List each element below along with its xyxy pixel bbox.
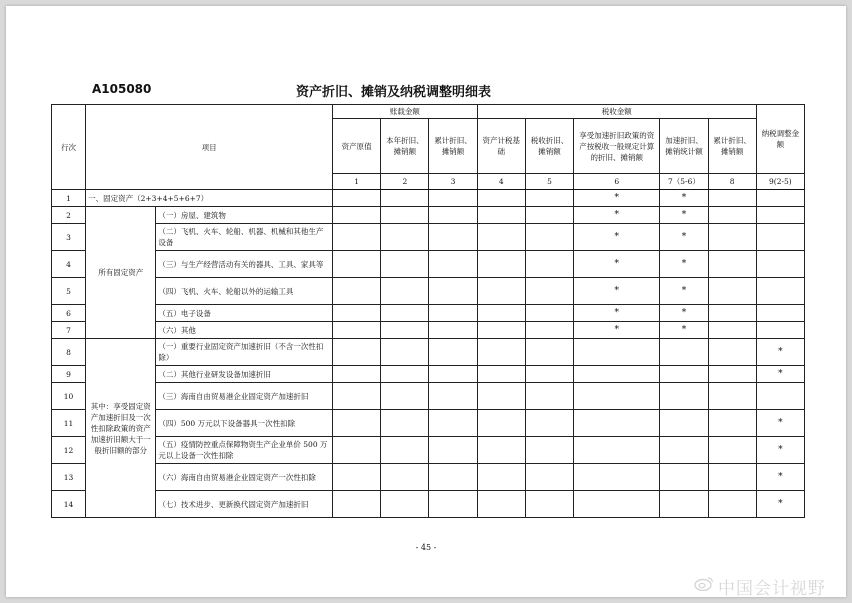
col-number: 3	[429, 174, 477, 190]
value-cell	[525, 251, 573, 278]
value-cell	[525, 207, 573, 224]
row-number: 12	[52, 437, 86, 464]
header-col-5: 税收折旧、摊销额	[525, 119, 573, 174]
value-cell	[708, 207, 756, 224]
value-cell: *	[756, 437, 804, 464]
row-label: （五）电子设备	[156, 305, 333, 322]
value-cell	[429, 339, 477, 366]
row-label: （五）疫情防控重点保障物资生产企业单价 500 万元以上设备一次性扣除	[156, 437, 333, 464]
value-cell	[429, 305, 477, 322]
value-cell	[477, 383, 525, 410]
row-number: 10	[52, 383, 86, 410]
value-cell	[429, 190, 477, 207]
row-label: （一）重要行业固定资产加速折旧（不含一次性扣除）	[156, 339, 333, 366]
value-cell	[477, 224, 525, 251]
value-cell	[756, 190, 804, 207]
table-row	[52, 190, 805, 207]
col-number: 2	[381, 174, 429, 190]
value-cell	[660, 366, 708, 383]
value-cell	[333, 190, 381, 207]
header-col-4: 资产计税基础	[477, 119, 525, 174]
value-cell	[429, 278, 477, 305]
value-cell: *	[574, 207, 660, 224]
value-cell	[381, 464, 429, 491]
value-cell: *	[574, 190, 660, 207]
header-adjust: 纳税调整金额	[756, 105, 804, 174]
table-row	[52, 383, 805, 410]
value-cell: *	[574, 305, 660, 322]
row-number: 6	[52, 305, 86, 322]
value-cell	[708, 251, 756, 278]
value-cell	[333, 366, 381, 383]
form-title: 资产折旧、摊销及纳税调整明细表	[296, 85, 492, 100]
value-cell	[333, 305, 381, 322]
value-cell	[381, 305, 429, 322]
value-cell	[477, 366, 525, 383]
table-row	[52, 464, 805, 491]
value-cell	[756, 207, 804, 224]
value-cell	[477, 207, 525, 224]
col-number: 7（5-6）	[660, 174, 708, 190]
value-cell	[477, 464, 525, 491]
value-cell: *	[574, 251, 660, 278]
value-cell: *	[756, 464, 804, 491]
value-cell: *	[756, 366, 804, 383]
table-row	[52, 491, 805, 518]
row-label: （六）海南自由贸易港企业固定资产一次性扣除	[156, 464, 333, 491]
group-label-all-fixed: 所有固定资产	[86, 207, 156, 339]
value-cell	[477, 305, 525, 322]
value-cell	[429, 410, 477, 437]
value-cell	[525, 305, 573, 322]
row-label: （四）500 万元以下设备器具一次性扣除	[156, 410, 333, 437]
value-cell	[756, 224, 804, 251]
value-cell	[574, 339, 660, 366]
row-label: （二）飞机、火车、轮船、机器、机械和其他生产设备	[156, 224, 333, 251]
row-label: （三）与生产经营活动有关的器具、工具、家具等	[156, 251, 333, 278]
value-cell	[525, 339, 573, 366]
value-cell	[660, 437, 708, 464]
value-cell	[708, 410, 756, 437]
value-cell	[708, 305, 756, 322]
value-cell	[660, 383, 708, 410]
value-cell: *	[660, 190, 708, 207]
row-number: 8	[52, 339, 86, 366]
col-number: 9(2-5)	[756, 174, 804, 190]
row-number: 7	[52, 322, 86, 339]
weibo-logo-icon	[694, 576, 714, 591]
group-label-accelerated: 其中：享受固定资产加速折旧及一次性扣除政策的资产加速折旧额大于一般折旧额的部分	[86, 339, 156, 518]
value-cell	[477, 410, 525, 437]
header-item: 项目	[86, 105, 333, 190]
value-cell	[574, 383, 660, 410]
document-page	[6, 6, 846, 597]
value-cell	[525, 322, 573, 339]
value-cell	[333, 491, 381, 518]
row-number: 14	[52, 491, 86, 518]
value-cell	[574, 366, 660, 383]
value-cell: *	[660, 251, 708, 278]
value-cell: *	[660, 207, 708, 224]
value-cell	[381, 491, 429, 518]
depreciation-table	[51, 104, 805, 518]
row-number: 3	[52, 224, 86, 251]
value-cell: *	[756, 410, 804, 437]
value-cell	[525, 366, 573, 383]
table-row	[52, 322, 805, 339]
value-cell: *	[756, 339, 804, 366]
value-cell	[708, 322, 756, 339]
value-cell	[333, 464, 381, 491]
value-cell: *	[660, 224, 708, 251]
value-cell	[429, 383, 477, 410]
page-number: - 45 -	[415, 543, 437, 552]
row-number: 13	[52, 464, 86, 491]
value-cell	[660, 339, 708, 366]
value-cell	[756, 305, 804, 322]
col-number: 4	[477, 174, 525, 190]
header-col-2: 本年折旧、摊销额	[381, 119, 429, 174]
col-number: 1	[333, 174, 381, 190]
value-cell	[477, 437, 525, 464]
value-cell	[429, 322, 477, 339]
value-cell	[381, 366, 429, 383]
value-cell	[429, 491, 477, 518]
value-cell	[477, 190, 525, 207]
value-cell	[381, 190, 429, 207]
form-code: A105080	[92, 82, 152, 96]
value-cell	[708, 190, 756, 207]
value-cell	[381, 251, 429, 278]
value-cell	[525, 464, 573, 491]
value-cell	[525, 383, 573, 410]
header-col-1: 资产原值	[333, 119, 381, 174]
header-col-7: 加速折旧、摊销统计额	[660, 119, 708, 174]
table-row	[52, 437, 805, 464]
value-cell	[708, 383, 756, 410]
value-cell	[381, 410, 429, 437]
value-cell	[381, 224, 429, 251]
row-number: 11	[52, 410, 86, 437]
value-cell	[333, 437, 381, 464]
table-row	[52, 410, 805, 437]
value-cell	[574, 437, 660, 464]
value-cell	[333, 339, 381, 366]
value-cell	[477, 251, 525, 278]
value-cell	[333, 383, 381, 410]
value-cell	[333, 224, 381, 251]
value-cell	[660, 410, 708, 437]
value-cell	[708, 491, 756, 518]
value-cell	[333, 322, 381, 339]
value-cell	[756, 251, 804, 278]
value-cell	[333, 278, 381, 305]
value-cell	[429, 366, 477, 383]
value-cell	[333, 207, 381, 224]
value-cell	[477, 322, 525, 339]
value-cell	[477, 339, 525, 366]
value-cell	[708, 464, 756, 491]
value-cell	[429, 251, 477, 278]
value-cell	[525, 410, 573, 437]
value-cell: *	[660, 305, 708, 322]
value-cell	[525, 437, 573, 464]
header-col-3: 累计折旧、摊销额	[429, 119, 477, 174]
row-label: （四）飞机、火车、轮船以外的运输工具	[156, 278, 333, 305]
header-row-no: 行次	[52, 105, 86, 190]
watermark-text: 中国会计视野	[718, 579, 826, 599]
value-cell	[574, 410, 660, 437]
value-cell: *	[660, 278, 708, 305]
value-cell: *	[660, 322, 708, 339]
value-cell	[756, 383, 804, 410]
value-cell	[381, 278, 429, 305]
value-cell	[333, 410, 381, 437]
value-cell	[756, 322, 804, 339]
header-book-group: 账载金额	[333, 105, 478, 119]
value-cell	[429, 464, 477, 491]
value-cell	[525, 190, 573, 207]
value-cell	[660, 464, 708, 491]
row-label: （三）海南自由贸易港企业固定资产加速折旧	[156, 383, 333, 410]
value-cell	[333, 251, 381, 278]
value-cell	[660, 491, 708, 518]
value-cell	[429, 224, 477, 251]
value-cell: *	[574, 224, 660, 251]
value-cell	[381, 437, 429, 464]
value-cell	[708, 278, 756, 305]
value-cell	[477, 278, 525, 305]
row-label: （一）房屋、建筑物	[156, 207, 333, 224]
header-col-6: 享受加速折旧政策的资产按税收一般规定计算的折旧、摊销额	[574, 119, 660, 174]
row-number: 4	[52, 251, 86, 278]
header-tax-group: 税收金额	[477, 105, 756, 119]
value-cell	[381, 207, 429, 224]
row-number: 9	[52, 366, 86, 383]
value-cell	[381, 383, 429, 410]
table-row	[52, 339, 805, 366]
table-row	[52, 224, 805, 251]
col-number: 8	[708, 174, 756, 190]
value-cell	[525, 224, 573, 251]
value-cell: *	[574, 278, 660, 305]
value-cell	[525, 491, 573, 518]
value-cell	[429, 207, 477, 224]
header-col-8: 累计折旧、摊销额	[708, 119, 756, 174]
value-cell	[708, 224, 756, 251]
value-cell	[708, 437, 756, 464]
value-cell	[708, 339, 756, 366]
col-number: 6	[574, 174, 660, 190]
table-row	[52, 305, 805, 322]
value-cell: *	[574, 322, 660, 339]
value-cell	[574, 491, 660, 518]
value-cell	[756, 278, 804, 305]
row-number: 2	[52, 207, 86, 224]
table-row	[52, 278, 805, 305]
value-cell	[525, 278, 573, 305]
value-cell	[574, 464, 660, 491]
row-label: （七）技术进步、更新换代固定资产加速折旧	[156, 491, 333, 518]
row-label: （二）其他行业研发设备加速折旧	[156, 366, 333, 383]
row-number: 5	[52, 278, 86, 305]
table-row	[52, 251, 805, 278]
table-row	[52, 207, 805, 224]
row-label: （六）其他	[156, 322, 333, 339]
value-cell	[429, 437, 477, 464]
value-cell	[381, 322, 429, 339]
value-cell	[381, 339, 429, 366]
col-number: 5	[525, 174, 573, 190]
row-number: 1	[52, 190, 86, 207]
value-cell	[708, 366, 756, 383]
row-label: 一、固定资产（2+3+4+5+6+7）	[86, 190, 333, 207]
value-cell: *	[756, 491, 804, 518]
value-cell	[477, 491, 525, 518]
table-row	[52, 366, 805, 383]
